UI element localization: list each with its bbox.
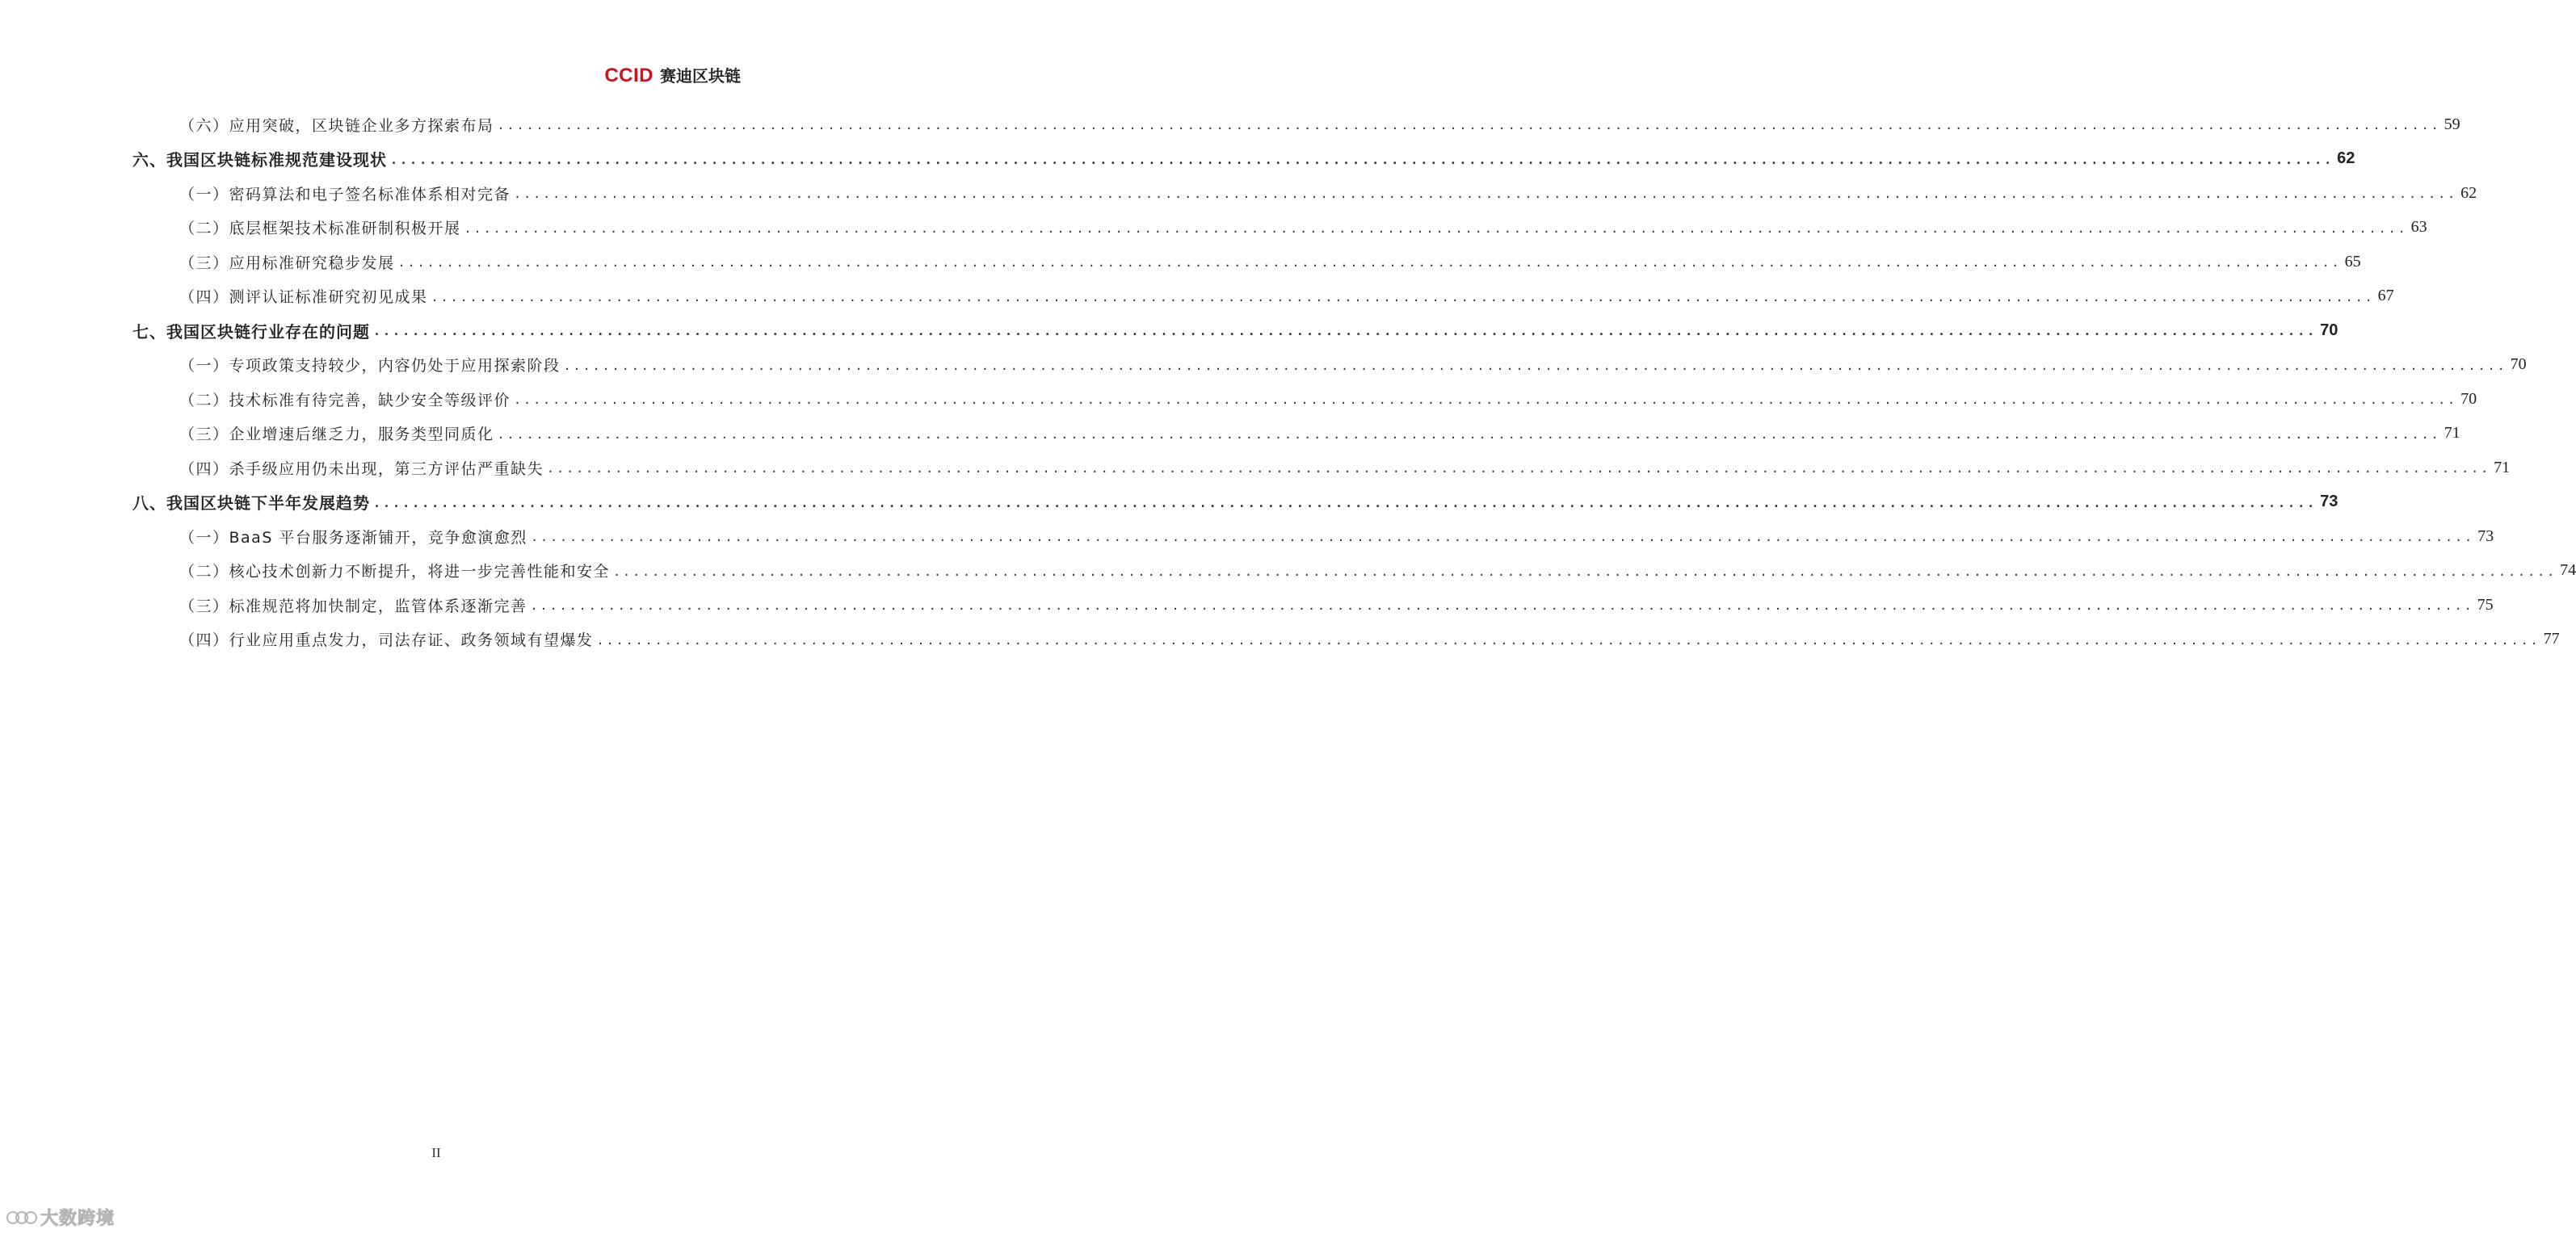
toc-entry-page: 62 [2337, 149, 2355, 167]
toc-entry-page: 70 [2320, 321, 2339, 339]
toc-section-entry[interactable] [179, 383, 2477, 415]
toc-section-entry[interactable] [179, 177, 2477, 209]
toc-entry-title: 八、我国区块链下半年发展趋势 [132, 493, 370, 513]
toc-section-entry[interactable] [179, 280, 2394, 312]
toc-section-entry[interactable] [179, 520, 2494, 552]
toc-section-entry[interactable] [179, 623, 2560, 656]
toc-dot-leader: ........................................................................................................................................................................................................ [397, 255, 2342, 270]
toc-dot-leader: ........................................................................................................................................................................................................ [464, 220, 2408, 236]
toc-entry-title: （一）密码算法和电子签名标准体系相对完备 [179, 185, 511, 203]
page-header [604, 63, 741, 87]
toc-entry-title: （四）杀手级应用仍未出现，第三方评估严重缺失 [179, 459, 544, 478]
toc-entry-page: 74 [2560, 561, 2576, 579]
toc-entry-title: （二）底层框架技术标准研制积极开展 [179, 220, 461, 237]
page-number: II [431, 1145, 441, 1160]
toc-section-entry[interactable] [179, 245, 2361, 278]
toc-dot-leader: ........................................................................................................................................................................................................ [373, 324, 2318, 338]
toc-entry-page: 73 [2320, 493, 2339, 510]
watermark-text: 大数跨境 [40, 1209, 116, 1229]
toc-entry-page: 63 [2410, 218, 2427, 236]
toc-dot-leader: ........................................................................................................................................................................................................ [613, 564, 2557, 579]
toc-dot-leader: ........................................................................................................................................................................................................ [530, 598, 2474, 613]
toc-dot-leader: ........................................................................................................................................................................................................ [514, 187, 2458, 201]
toc-entry-title: （二）技术标准有待完善，缺少安全等级评价 [179, 391, 511, 409]
toc-entry-title: （三）企业增速后继乏力，服务类型同质化 [179, 426, 494, 443]
toc-chapter-entry[interactable] [132, 314, 2339, 346]
toc-section-entry[interactable] [179, 451, 2511, 484]
toc-dot-leader: ........................................................................................................................................................................................................ [497, 426, 2441, 442]
toc-entry-page: 70 [2460, 389, 2477, 408]
toc-section-entry[interactable] [179, 349, 2527, 381]
toc-dot-leader: ........................................................................................................................................................................................................ [431, 289, 2375, 304]
toc-dot-leader: ........................................................................................................................................................................................................ [530, 530, 2475, 544]
toc-entry-page: 77 [2543, 630, 2560, 648]
toc-dot-leader: ........................................................................................................................................................................................................ [547, 461, 2491, 476]
toc-entry-page: 65 [2344, 252, 2361, 271]
brand-logo-latin: CCID [604, 65, 653, 86]
toc-dot-leader: ........................................................................................................................................................................................................ [497, 118, 2441, 132]
toc-chapter-entry[interactable] [132, 143, 2355, 175]
toc-section-entry[interactable] [179, 417, 2460, 450]
toc-entry-title: （四）测评认证标准研究初见成果 [179, 288, 428, 306]
toc-entry-page: 71 [2494, 458, 2511, 476]
toc-chapter-entry[interactable] [132, 486, 2339, 518]
toc-entry-title: （一）专项政策支持较少，内容仍处于应用探索阶段 [179, 357, 561, 375]
toc-entry-page: 73 [2477, 526, 2494, 545]
toc-dot-leader: ........................................................................................................................................................................................................ [390, 152, 2334, 167]
toc-dot-leader: ........................................................................................................................................................................................................ [514, 392, 2458, 407]
toc-section-entry[interactable] [179, 589, 2494, 621]
toc-entry-title: （二）核心技术创新力不断提升，将进一步完善性能和安全 [179, 563, 611, 581]
toc-entry-title: （一）BaaS 平台服务逐渐铺开，竞争愈演愈烈 [179, 528, 527, 547]
toc-entry-title: 六、我国区块链标准规范建设现状 [132, 150, 387, 170]
toc-entry-title: （三）标准规范将加快制定，监管体系逐渐完善 [179, 597, 527, 615]
toc-dot-leader: ........................................................................................................................................................................................................ [373, 495, 2318, 510]
toc-entry-page: 67 [2377, 287, 2394, 304]
toc-entry-title: （六）应用突破，区块链企业多方探索布局 [179, 116, 494, 135]
toc-entry-title: 七、我国区块链行业存在的问题 [132, 321, 370, 342]
toc-entry-page: 70 [2510, 355, 2527, 373]
watermark [6, 1205, 115, 1230]
toc-entry-title: （四）行业应用重点发力，司法存证、政务领域有望爆发 [179, 631, 594, 649]
brand-logo-chinese: 赛迪区块链 [660, 66, 741, 86]
toc-entry-title: （三）应用标准研究稳步发展 [179, 254, 395, 272]
toc-dot-leader: ........................................................................................................................................................................................................ [563, 358, 2507, 373]
toc-entry-page: 75 [2477, 595, 2494, 614]
toc-dot-leader: ........................................................................................................................................................................................................ [596, 632, 2540, 648]
toc-section-entry[interactable] [179, 212, 2427, 244]
toc-section-entry[interactable] [179, 108, 2460, 140]
toc-entry-page: 71 [2444, 424, 2460, 442]
toc-entry-page: 59 [2444, 115, 2460, 133]
watermark-logo-icon [6, 1209, 37, 1227]
toc-section-entry[interactable] [179, 555, 2576, 587]
toc-entry-page: 62 [2460, 183, 2477, 202]
